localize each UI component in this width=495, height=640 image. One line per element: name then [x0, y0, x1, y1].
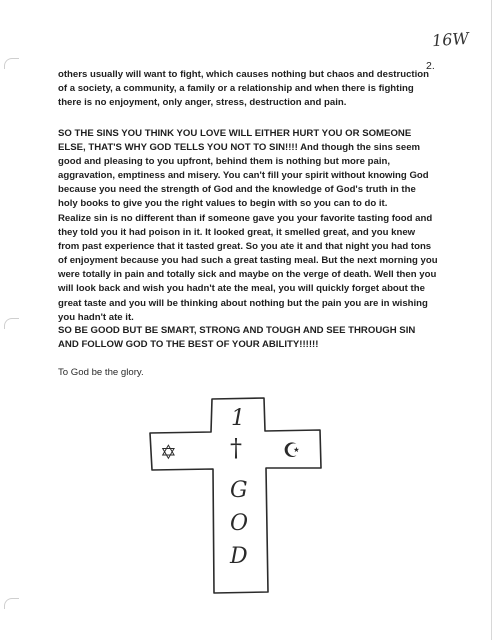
paragraph-sins: SO THE SINS YOU THINK YOU LOVE WILL EITHER HURT YOU OR SOMEONE ELSE, THAT'S WHY GOD TELLS YOU NOT TO SIN!!!! And though the sins seem good and pleasing to you upfront, behind them is nothing but more pain, aggravation, emptiness and misery. You can't fill your spirit without knowing God because you need the strength of God and the knowledge of God's truth in the holy books to give you the right values to begin with so you can to do it. — [58, 128, 429, 210]
paragraph-exhortation: SO BE GOOD BUT BE SMART, STRONG AND TOUGH AND SEE THROUGH SIN AND FOLLOW GOD TO THE BEST OF YOUR ABILITY!!!!!! — [58, 325, 416, 351]
cross-letter-o: O — [230, 511, 249, 536]
paragraph-poison-analogy: Realize sin is no different than if someone gave you your favorite tasting food and they told you it had poison in it. It looked great, it smelled great, and you knew from past experience that it tasted great. So you ate it and that night you had tons of enjoyment because you had such a great tasting meal. But the next morning you were totally in pain and totally sick and maybe on the verge of death. Well then you will look back and wish you hadn't ate the meal, you will quickly forget about the great taste and you will be thinking about nothing but the pain you are in wishing you hadn't ate it. — [58, 213, 438, 323]
cross-letter-g: G — [230, 478, 248, 503]
plus-mark: † — [230, 434, 242, 462]
star-and-crescent-icon: ☪ — [283, 438, 301, 462]
star-of-david-icon: ✡ — [160, 440, 177, 464]
cross-number-one: 1 — [231, 406, 245, 431]
page-number: 2. — [426, 60, 435, 72]
handwritten-page-code: 16W — [431, 28, 470, 51]
signoff: To God be the glory. — [58, 367, 144, 378]
cross-letter-d: D — [230, 544, 248, 569]
paragraph-continuation: others usually will want to fight, which causes nothing but chaos and destruction of a society, a community, a family or a relationship and when there is fighting there is no enjoyment, only anger, stress, destruction and pain. — [58, 69, 429, 109]
